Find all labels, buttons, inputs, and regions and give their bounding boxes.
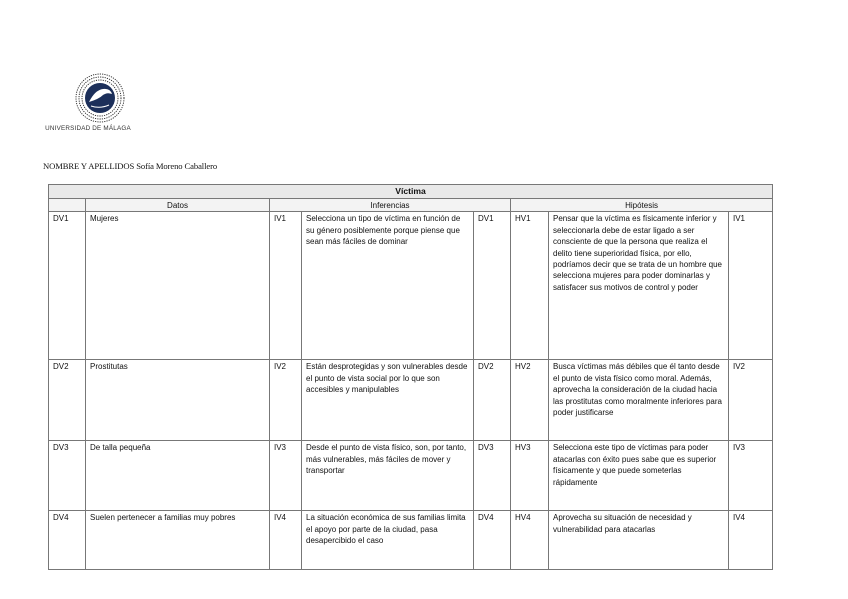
victim-analysis-table xyxy=(48,184,773,570)
dv-ref-code: DV4 xyxy=(474,511,511,570)
iv-code: IV4 xyxy=(270,511,302,570)
dv-ref-code: DV3 xyxy=(474,441,511,511)
hipotesis-text: Selecciona este tipo de víctimas para poder atacarlas con éxito pues sabe que es superior físicamente y que puede someterlas rápidamente xyxy=(549,441,729,511)
dv-code: DV2 xyxy=(49,360,86,441)
header-blank xyxy=(49,199,86,212)
hipotesis-text: Busca víctimas más débiles que él tanto desde el punto de vista físico como moral. Además, aprovecha la consideración de la ciudad hacia las prostitutas como moralmente inferiores para poder justificarse xyxy=(549,360,729,441)
inferencia-text: Selecciona un tipo de víctima en función de su género posiblemente porque piense que sean más fáciles de dominar xyxy=(302,212,474,360)
table-row xyxy=(49,360,773,441)
dato-text: De talla pequeña xyxy=(86,441,270,511)
university-seal-icon xyxy=(73,72,127,124)
column-header-datos: Datos xyxy=(86,199,270,212)
dato-text: Prostitutas xyxy=(86,360,270,441)
dato-text: Mujeres xyxy=(86,212,270,360)
dv-ref-code: DV2 xyxy=(474,360,511,441)
hv-code: HV4 xyxy=(511,511,549,570)
iv-ref-code: IV4 xyxy=(729,511,773,570)
dv-code: DV3 xyxy=(49,441,86,511)
table-row xyxy=(49,511,773,570)
dato-text: Suelen pertenecer a familias muy pobres xyxy=(86,511,270,570)
inferencia-text: Están desprotegidas y son vulnerables desde el punto de vista social por lo que son accesibles y manipulables xyxy=(302,360,474,441)
university-logo xyxy=(45,72,150,132)
university-name: UNIVERSIDAD DE MÁLAGA xyxy=(45,125,131,132)
iv-ref-code: IV1 xyxy=(729,212,773,360)
column-header-inferencias: Inferencias xyxy=(270,199,511,212)
student-name-line: NOMBRE Y APELLIDOS Sofía Moreno Caballero xyxy=(43,161,218,171)
hv-code: HV1 xyxy=(511,212,549,360)
dv-code: DV1 xyxy=(49,212,86,360)
dv-code: DV4 xyxy=(49,511,86,570)
iv-ref-code: IV2 xyxy=(729,360,773,441)
inferencia-text: La situación económica de sus familias limita el apoyo por parte de la ciudad, pasa desapercibido el caso xyxy=(302,511,474,570)
hipotesis-text: Pensar que la víctima es físicamente inferior y seleccionarla debe de estar ligado a ser consciente de que la persona que realiza el delito tiene superioridad física, por ello, podríamos decir que se trata de un hombre que selecciona mujeres para poder dominarlas y satisfacer sus motivos de control y poder xyxy=(549,212,729,360)
inferencia-text: Desde el punto de vista físico, son, por tanto, más vulnerables, más fáciles de mover y transportar xyxy=(302,441,474,511)
hv-code: HV2 xyxy=(511,360,549,441)
dv-ref-code: DV1 xyxy=(474,212,511,360)
table-row xyxy=(49,441,773,511)
iv-code: IV2 xyxy=(270,360,302,441)
hipotesis-text: Aprovecha su situación de necesidad y vulnerabilidad para atacarlas xyxy=(549,511,729,570)
hv-code: HV3 xyxy=(511,441,549,511)
iv-code: IV1 xyxy=(270,212,302,360)
column-header-hipotesis: Hipótesis xyxy=(511,199,773,212)
iv-ref-code: IV3 xyxy=(729,441,773,511)
table-row xyxy=(49,212,773,360)
iv-code: IV3 xyxy=(270,441,302,511)
table-title: Víctima xyxy=(49,185,773,199)
